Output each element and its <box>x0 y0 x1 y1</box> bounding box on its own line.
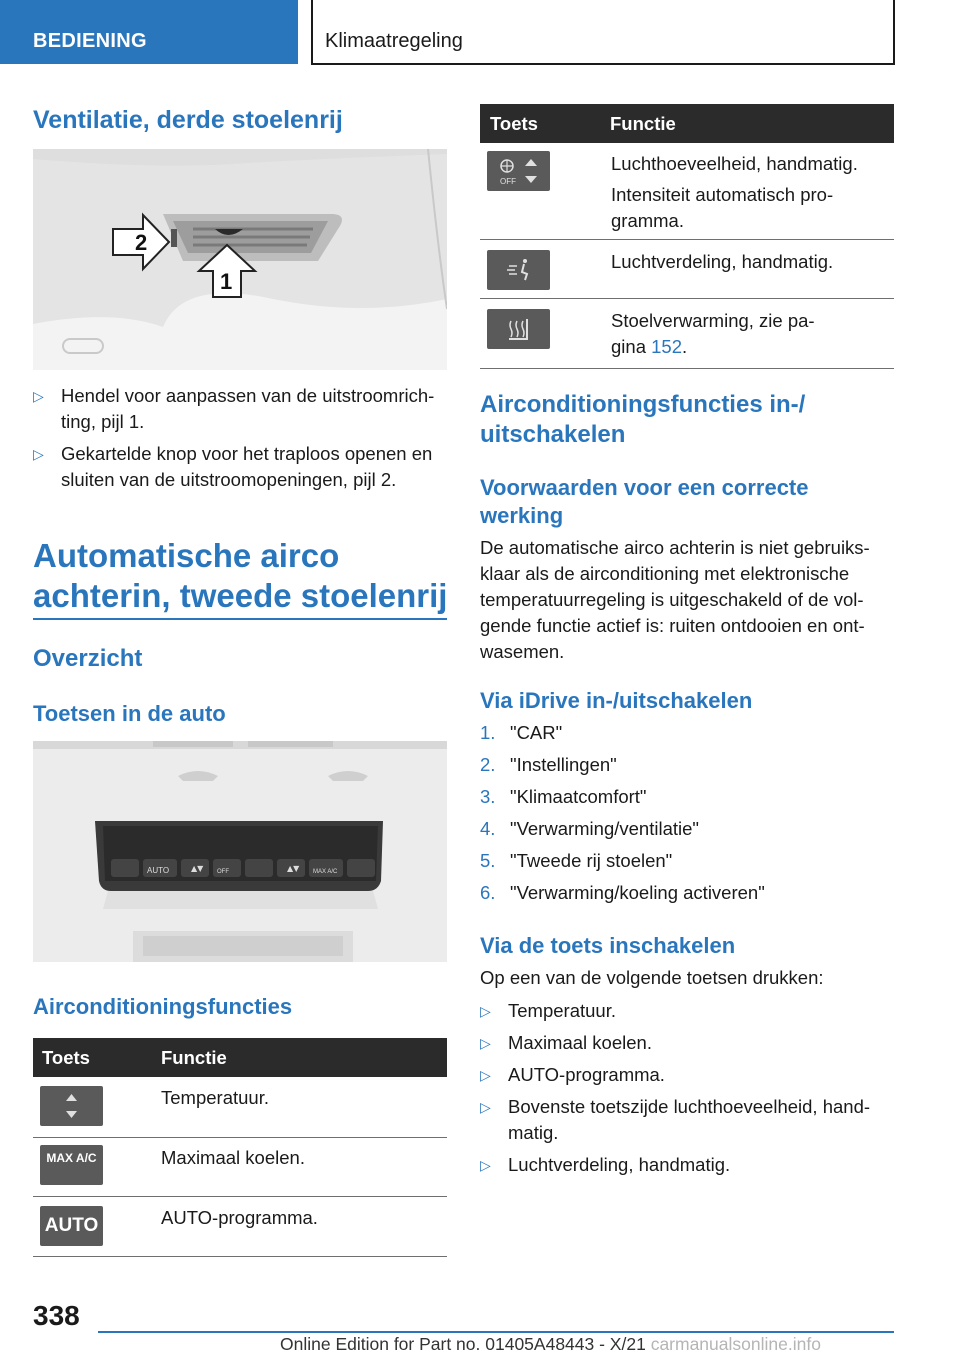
heading-idrive: Via iDrive in-/uitschakelen <box>480 688 753 713</box>
arrow-label-1: 1 <box>220 269 233 294</box>
row-divider <box>33 1137 447 1138</box>
watermark: carmanualsonline.info <box>650 1334 821 1354</box>
table-cell: Maximaal koelen. <box>161 1147 305 1168</box>
panel-off-label: OFF <box>217 869 229 875</box>
fan-off-key-icon <box>487 151 550 191</box>
triangle-bullet-icon: ▷ <box>480 1035 491 1051</box>
footer-line <box>98 1331 894 1333</box>
triangle-bullet-icon: ▷ <box>480 1099 491 1115</box>
svg-text:▲▼: ▲▼ <box>287 864 300 873</box>
heading-overzicht: Overzicht <box>33 645 143 672</box>
seat-heating-key-icon <box>487 309 550 349</box>
col-functie: Functie <box>610 113 676 134</box>
chapter-title: Klimaatregeling <box>325 30 463 52</box>
triangle-bullet-icon: ▷ <box>480 1157 491 1173</box>
row-divider <box>33 1196 447 1197</box>
panel-maxac-label: MAX A/C <box>313 869 338 875</box>
temperature-key-icon <box>40 1086 103 1126</box>
triangle-bullet-icon: ▷ <box>480 1003 491 1019</box>
page-link-152[interactable]: 152 <box>651 336 682 357</box>
header-divider-right <box>893 0 895 64</box>
heading-toetsen: Toetsen in de auto <box>33 701 226 726</box>
paragraph-conditions: De automatische airco achterin is niet gebruiks- klaar als de airconditioning met elektronische temperatuurregeling is uitgeschakeld of de vol- gende functie actief is: ruiten ontdooien en ont- wasemen. <box>480 537 870 662</box>
triangle-bullet-icon: ▷ <box>33 446 44 462</box>
table-cell: Luchthoeveelheid, handmatig. <box>611 153 858 174</box>
heading-in-uitschakelen: Airconditioningsfuncties in-/ uitschakelen <box>480 391 806 448</box>
vent-illustration <box>33 149 447 370</box>
svg-text:▲▼: ▲▼ <box>191 864 204 873</box>
heading-automatische-airco: Automatische airco achterin, tweede stoelenrij <box>33 537 448 614</box>
triangle-bullet-icon: ▷ <box>480 1067 491 1083</box>
table-header <box>33 1038 447 1077</box>
table-cell: Intensiteit automatisch pro- gramma. <box>611 184 834 231</box>
page-number: 338 <box>33 1300 80 1331</box>
row-divider <box>33 1256 447 1257</box>
row-divider <box>480 239 894 240</box>
row-divider <box>480 298 894 299</box>
triangle-bullet-icon: ▷ <box>33 388 44 404</box>
section-label: BEDIENING <box>33 30 147 52</box>
row-divider <box>480 368 894 369</box>
edition-text: Online Edition for Part no. 01405A48443 - X/21 carmanualsonline.info <box>280 1334 821 1354</box>
air-distribution-key-icon <box>487 250 550 290</box>
header-underline <box>311 63 895 65</box>
panel-illustration <box>33 741 447 962</box>
table-cell: Stoelverwarming, zie pa- gina 152. <box>611 310 815 357</box>
table-header <box>480 104 894 143</box>
heading-via-toets: Via de toets inschakelen <box>480 933 736 958</box>
photo-vent-third-row <box>33 149 447 370</box>
table-cell: AUTO-programma. <box>161 1207 318 1228</box>
toets-intro: Op een van de volgende toetsen drukken: <box>480 967 824 988</box>
col-toets: Toets <box>490 113 538 134</box>
heading-underline <box>33 618 447 620</box>
section-tab <box>0 0 298 64</box>
col-functie: Functie <box>161 1047 227 1068</box>
table-cell: Luchtverdeling, handmatig. <box>611 251 834 272</box>
header-divider-left <box>311 0 313 64</box>
table-cell: Temperatuur. <box>161 1087 269 1108</box>
arrow-label-2: 2 <box>135 230 148 255</box>
col-toets: Toets <box>42 1047 90 1068</box>
panel-auto-label: AUTO <box>147 866 170 875</box>
heading-ventilatie: Ventilatie, derde stoelenrij <box>33 106 343 134</box>
photo-rear-climate-panel <box>33 741 447 962</box>
heading-airconditioningsfuncties: Airconditioningsfuncties <box>33 994 293 1019</box>
fan-off-label: OFF <box>500 177 516 186</box>
max-ac-key-icon: MAX A/C <box>40 1145 103 1185</box>
heading-voorwaarden: Voorwaarden voor een correcte werking <box>480 475 809 528</box>
auto-key-icon: AUTO <box>40 1206 103 1246</box>
